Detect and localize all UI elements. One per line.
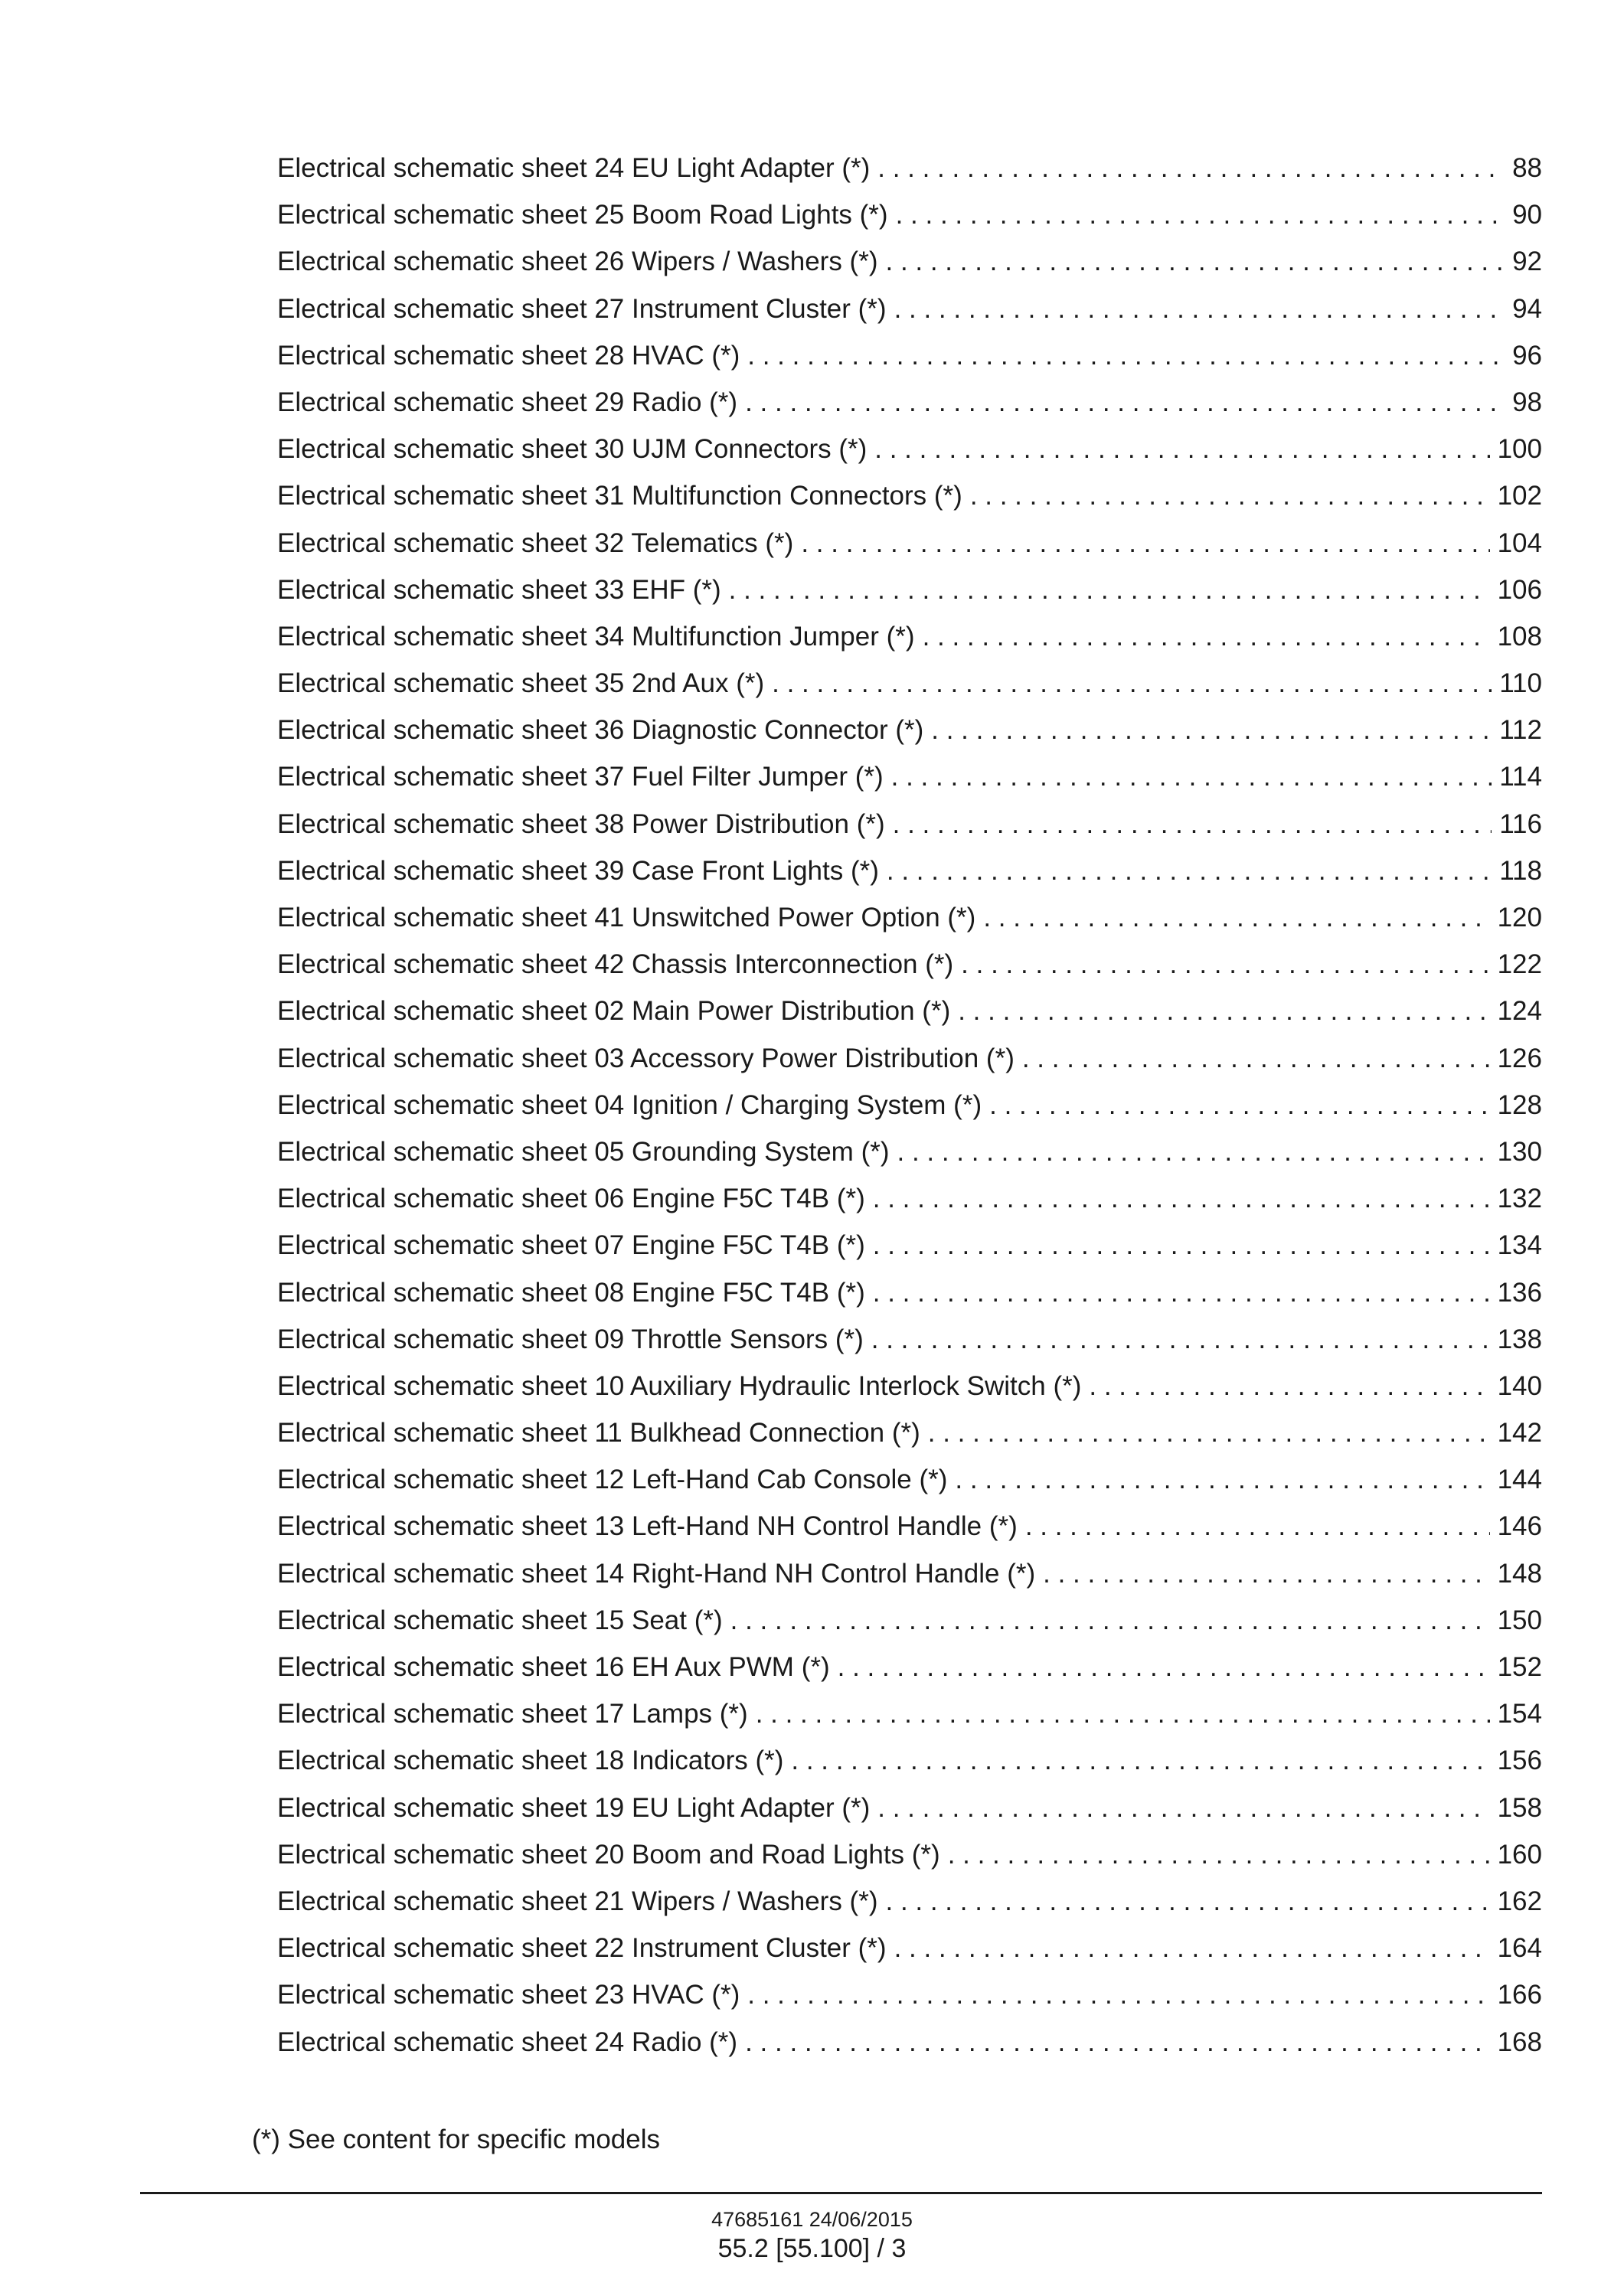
toc-entry[interactable]	[277, 244, 1542, 291]
dot-leader	[747, 1978, 1489, 2013]
toc-entry[interactable]	[277, 713, 1542, 759]
toc-entry[interactable]	[277, 1556, 1542, 1603]
document-id-date: 47685161 24/06/2015	[711, 2208, 913, 2231]
dot-leader	[838, 1650, 1490, 1685]
dot-leader	[887, 854, 1492, 889]
toc-entry-title[interactable]: Electrical schematic sheet 17 Lamps (*)	[277, 1699, 748, 1729]
toc-entry-page[interactable]: 96	[1512, 340, 1542, 371]
toc-entry-page[interactable]: 146	[1497, 1511, 1542, 1542]
dot-leader	[893, 807, 1492, 842]
toc-entry-page[interactable]: 106	[1497, 574, 1542, 605]
toc-entry-page[interactable]: 128	[1497, 1089, 1542, 1120]
toc-entry-title[interactable]: Electrical schematic sheet 05 Grounding System (*)	[277, 1136, 890, 1167]
toc-entry-page[interactable]: 88	[1512, 153, 1542, 183]
toc-entry-page[interactable]: 92	[1512, 247, 1542, 277]
toc-entry-page[interactable]: 164	[1497, 1933, 1542, 1964]
toc-entry[interactable]	[277, 1650, 1542, 1697]
toc-entry[interactable]	[277, 1228, 1542, 1275]
toc-entry[interactable]	[277, 1322, 1542, 1369]
toc-entry-title[interactable]: Electrical schematic sheet 19 EU Light Adapter (*)	[277, 1792, 871, 1823]
toc-entry-page[interactable]: 126	[1497, 1043, 1542, 1073]
dot-leader	[989, 1088, 1489, 1123]
toc-entry-title[interactable]: Electrical schematic sheet 41 Unswitched Power Option (*)	[277, 903, 976, 932]
dot-leader	[877, 151, 1505, 186]
toc-entry-page[interactable]: 110	[1499, 668, 1542, 699]
toc-entry-page[interactable]: 104	[1497, 527, 1542, 558]
dot-leader	[886, 244, 1505, 279]
footnote: (*) See content for specific models	[252, 2125, 661, 2154]
toc-entry-page[interactable]: 144	[1497, 1465, 1542, 1495]
toc-entry[interactable]	[277, 1462, 1542, 1509]
toc-entry-title[interactable]: Electrical schematic sheet 24 EU Light Adapter (*)	[277, 153, 871, 183]
dot-leader	[923, 619, 1490, 655]
toc-entry[interactable]	[277, 1837, 1542, 1884]
toc-entry[interactable]	[277, 573, 1542, 619]
dot-leader	[871, 1322, 1490, 1357]
toc-entry-page[interactable]: 158	[1497, 1792, 1542, 1823]
toc-entry-title[interactable]: Electrical schematic sheet 02 Main Power Distribution (*)	[277, 996, 951, 1027]
toc-entry[interactable]	[277, 1791, 1542, 1837]
dot-leader	[1043, 1556, 1489, 1592]
toc-entry-title[interactable]: Electrical schematic sheet 35 2nd Aux (*)	[277, 668, 765, 699]
dot-leader	[801, 526, 1489, 561]
toc-entry-page[interactable]: 166	[1497, 1980, 1542, 2010]
toc-entry-page[interactable]: 100	[1497, 434, 1542, 465]
toc-entry[interactable]	[277, 2025, 1542, 2072]
dot-leader	[896, 198, 1505, 233]
toc-entry-title[interactable]: Electrical schematic sheet 22 Instrument Cluster (*)	[277, 1933, 887, 1964]
toc-entry-title[interactable]: Electrical schematic sheet 04 Ignition / Charging System (*)	[277, 1089, 982, 1120]
toc-entry-page[interactable]: 156	[1497, 1746, 1542, 1776]
toc-entry-title[interactable]: Electrical schematic sheet 26 Wipers / Washers (*)	[277, 247, 878, 277]
toc-entry[interactable]	[277, 338, 1542, 385]
toc-entry[interactable]	[277, 1697, 1542, 1743]
toc-entry-page[interactable]: 142	[1497, 1418, 1542, 1448]
dot-leader	[745, 385, 1505, 420]
toc-entry-title[interactable]: Electrical schematic sheet 18 Indicators (*)	[277, 1746, 784, 1776]
toc-entry[interactable]	[277, 432, 1542, 478]
toc-entry-page[interactable]: 160	[1497, 1839, 1542, 1870]
toc-entry-page[interactable]: 98	[1512, 387, 1542, 417]
dot-leader	[948, 1837, 1490, 1873]
dot-leader	[891, 759, 1492, 795]
toc-entry-page[interactable]: 152	[1497, 1652, 1542, 1682]
toc-entry-page[interactable]: 112	[1499, 715, 1542, 746]
toc-entry[interactable]	[277, 198, 1542, 244]
toc-entry-page[interactable]: 136	[1497, 1277, 1542, 1308]
dot-leader	[931, 713, 1492, 748]
toc-entry[interactable]	[277, 1041, 1542, 1088]
toc-entry-title[interactable]: Electrical schematic sheet 37 Fuel Filter Jumper (*)	[277, 762, 884, 792]
toc-entry-page[interactable]: 138	[1497, 1324, 1542, 1354]
toc-entry-title[interactable]: Electrical schematic sheet 29 Radio (*)	[277, 387, 738, 417]
toc-entry-title[interactable]: Electrical schematic sheet 34 Multifunction Jumper (*)	[277, 621, 915, 652]
dot-leader	[873, 1181, 1490, 1217]
toc-entry[interactable]	[277, 854, 1542, 900]
toc-entry-page[interactable]: 116	[1499, 808, 1542, 839]
toc-entry[interactable]	[277, 900, 1542, 947]
toc-entry-page[interactable]: 130	[1497, 1136, 1542, 1167]
dot-leader	[730, 1603, 1490, 1638]
toc-entry-title[interactable]: Electrical schematic sheet 21 Wipers / Washers (*)	[277, 1886, 878, 1916]
toc-entry[interactable]	[277, 1181, 1542, 1228]
toc-entry[interactable]	[277, 1931, 1542, 1978]
toc-entry-page[interactable]: 124	[1497, 996, 1542, 1027]
toc-entry-title[interactable]: Electrical schematic sheet 31 Multifunction Connectors (*)	[277, 481, 962, 511]
toc-entry[interactable]	[277, 666, 1542, 713]
dot-leader	[877, 1791, 1489, 1826]
toc-entry-page[interactable]: 140	[1497, 1370, 1542, 1401]
toc-entry-title[interactable]: Electrical schematic sheet 08 Engine F5C T4B (*)	[277, 1277, 865, 1308]
dot-leader	[928, 1416, 1490, 1451]
toc-entry[interactable]	[277, 385, 1542, 432]
toc-entry-page[interactable]: 148	[1497, 1558, 1542, 1589]
table-of-contents	[277, 151, 1542, 2072]
toc-entry-title[interactable]: Electrical schematic sheet 07 Engine F5C T4B (*)	[277, 1230, 865, 1261]
toc-entry[interactable]	[277, 807, 1542, 854]
toc-entry[interactable]	[277, 151, 1542, 198]
toc-entry-title[interactable]: Electrical schematic sheet 09 Throttle Sensors (*)	[277, 1324, 864, 1354]
dot-leader	[747, 338, 1505, 374]
toc-entry-title[interactable]: Electrical schematic sheet 14 Right-Hand NH Control Handle (*)	[277, 1558, 1036, 1589]
dot-leader	[1022, 1041, 1490, 1076]
toc-entry-page[interactable]: 134	[1497, 1230, 1542, 1261]
dot-leader	[1025, 1509, 1490, 1544]
toc-entry-title[interactable]: Electrical schematic sheet 06 Engine F5C T4B (*)	[277, 1184, 865, 1214]
dot-leader	[756, 1697, 1490, 1732]
toc-entry[interactable]	[277, 1369, 1542, 1416]
toc-entry[interactable]	[277, 1509, 1542, 1556]
toc-entry[interactable]	[277, 994, 1542, 1040]
dot-leader	[958, 994, 1489, 1029]
dot-leader	[983, 900, 1489, 936]
toc-entry-title[interactable]: Electrical schematic sheet 24 Radio (*)	[277, 2027, 738, 2057]
toc-entry-page[interactable]: 154	[1497, 1699, 1542, 1729]
toc-entry[interactable]	[277, 947, 1542, 994]
toc-entry[interactable]	[277, 1416, 1542, 1462]
toc-entry[interactable]	[277, 292, 1542, 338]
page-number: 55.2 [55.100] / 3	[717, 2234, 907, 2263]
footer-divider	[140, 2192, 1542, 2194]
toc-entry-page[interactable]: 108	[1497, 621, 1542, 652]
toc-entry[interactable]	[277, 1603, 1542, 1650]
toc-entry-title[interactable]: Electrical schematic sheet 28 HVAC (*)	[277, 340, 740, 371]
toc-entry-page[interactable]: 122	[1497, 949, 1542, 980]
toc-entry-page[interactable]: 90	[1512, 200, 1542, 230]
toc-entry-title[interactable]: Electrical schematic sheet 25 Boom Road Lights (*)	[277, 200, 888, 230]
toc-entry-title[interactable]: Electrical schematic sheet 38 Power Distribution (*)	[277, 808, 885, 839]
dot-leader	[894, 1931, 1490, 1966]
toc-entry[interactable]	[277, 1978, 1542, 2024]
dot-leader	[874, 432, 1489, 467]
toc-entry-title[interactable]: Electrical schematic sheet 12 Left-Hand Cab Console (*)	[277, 1465, 948, 1495]
toc-entry[interactable]	[277, 1884, 1542, 1931]
toc-entry[interactable]	[277, 759, 1542, 806]
dot-leader	[897, 1135, 1490, 1170]
dot-leader	[894, 292, 1505, 327]
toc-entry-page[interactable]: 120	[1497, 903, 1542, 932]
toc-entry[interactable]	[277, 1088, 1542, 1135]
toc-entry-page[interactable]: 168	[1497, 2027, 1542, 2057]
dot-leader	[1089, 1369, 1489, 1404]
dot-leader	[955, 1462, 1489, 1497]
toc-entry[interactable]	[277, 619, 1542, 666]
toc-entry-page[interactable]: 162	[1497, 1886, 1542, 1916]
toc-entry-page[interactable]: 102	[1497, 481, 1542, 511]
toc-entry-title[interactable]: Electrical schematic sheet 33 EHF (*)	[277, 574, 721, 605]
dot-leader	[873, 1275, 1490, 1311]
toc-entry-title[interactable]: Electrical schematic sheet 39 Case Front Lights (*)	[277, 855, 879, 886]
toc-entry-title[interactable]: Electrical schematic sheet 32 Telematics (*)	[277, 527, 794, 558]
dot-leader	[791, 1743, 1489, 1778]
toc-entry-page[interactable]: 150	[1497, 1605, 1542, 1635]
dot-leader	[961, 947, 1489, 982]
toc-entry-page[interactable]: 94	[1512, 293, 1542, 324]
toc-entry[interactable]	[277, 1743, 1542, 1790]
toc-entry-title[interactable]: Electrical schematic sheet 10 Auxiliary Hydraulic Interlock Switch (*)	[277, 1370, 1082, 1401]
toc-entry-title[interactable]: Electrical schematic sheet 30 UJM Connectors (*)	[277, 434, 868, 465]
toc-entry[interactable]	[277, 526, 1542, 573]
toc-entry-title[interactable]: Electrical schematic sheet 03 Accessory Power Distribution (*)	[277, 1043, 1015, 1073]
toc-entry-title[interactable]: Electrical schematic sheet 27 Instrument Cluster (*)	[277, 293, 887, 324]
dot-leader	[873, 1228, 1490, 1263]
toc-entry[interactable]	[277, 478, 1542, 525]
toc-entry-title[interactable]: Electrical schematic sheet 36 Diagnostic Connector (*)	[277, 715, 924, 746]
dot-leader	[970, 478, 1490, 514]
toc-entry-title[interactable]: Electrical schematic sheet 13 Left-Hand NH Control Handle (*)	[277, 1511, 1018, 1542]
toc-entry-page[interactable]: 118	[1499, 855, 1542, 886]
dot-leader	[745, 2025, 1490, 2060]
toc-entry-title[interactable]: Electrical schematic sheet 23 HVAC (*)	[277, 1980, 740, 2010]
toc-entry-page[interactable]: 132	[1497, 1184, 1542, 1214]
dot-leader	[886, 1884, 1490, 1919]
toc-entry-title[interactable]: Electrical schematic sheet 15 Seat (*)	[277, 1605, 723, 1635]
toc-entry-title[interactable]: Electrical schematic sheet 11 Bulkhead Connection (*)	[277, 1418, 920, 1448]
toc-entry[interactable]	[277, 1135, 1542, 1181]
dot-leader	[772, 666, 1492, 701]
toc-entry-title[interactable]: Electrical schematic sheet 20 Boom and Road Lights (*)	[277, 1839, 940, 1870]
toc-entry-title[interactable]: Electrical schematic sheet 42 Chassis Interconnection (*)	[277, 949, 954, 980]
dot-leader	[729, 573, 1490, 608]
toc-entry-title[interactable]: Electrical schematic sheet 16 EH Aux PWM (*)	[277, 1652, 830, 1682]
toc-entry[interactable]	[277, 1275, 1542, 1322]
toc-entry-page[interactable]: 114	[1499, 762, 1542, 792]
